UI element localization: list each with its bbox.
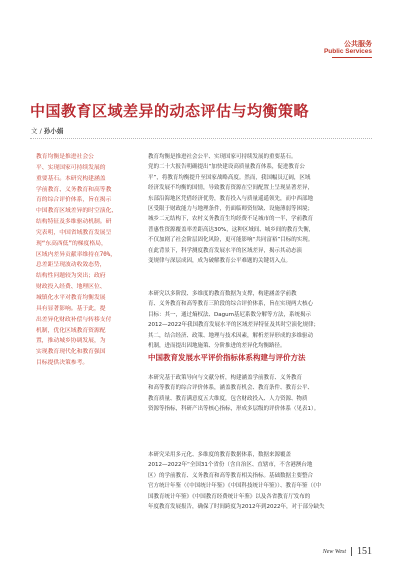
author-line (31, 126, 63, 135)
abstract-line: 出差异化财政补偿与转移支付 (36, 316, 112, 323)
abstract-line: 财政投入经费、地理区位、 (36, 284, 106, 291)
body-line: 在此背景下，科学测度教育发展水平的区域差异，揭示其动态演 (148, 247, 303, 254)
body-line: 区受限于财政能力与地理条件，仍面临师资短缺、设施薄弱等困境； (148, 206, 314, 213)
page-footer (323, 546, 372, 557)
author-prefix: 文 / (31, 127, 44, 135)
body-line: 东部沿海地区凭借经济优势，教育投入与质量遥遥领先，而中西部地 (148, 195, 314, 202)
body-line: 教育质量、教育满意度五大维度，包含财政投入、人力资源、物质 (148, 395, 308, 402)
section-title-en: Public Services (323, 48, 372, 56)
abstract-line: 具有显著影响。基于此，提 (36, 305, 106, 312)
body-line: 和高等教育的综合评价体系，涵盖教育机会、教育条件、教育公平、 (148, 385, 314, 392)
body-line: 国教育统计年鉴》《中国教育经费统计年鉴》以及各省教育厅发布的 (148, 493, 311, 500)
abstract-line: 结构特征及多维驱动机制。研 (36, 219, 112, 226)
body-line: 官方统计年鉴（《中国统计年鉴》《中国科技统计年鉴》）、教育年鉴（《中 (148, 483, 322, 490)
body-line: 本研究基于政策导向与文献分析，构建涵盖学前教育、义务教育 (148, 375, 303, 381)
body-line: 经济发展不均衡的国情，导致教育资源在空间配置上呈现显著差异， (148, 185, 314, 192)
body-line: 不仅加剧了社会阶层固化风险，更可能影响“共同富裕”目标的实现。 (148, 237, 314, 244)
body-line: 其二，结合经济、政策、地理与技术因素，解析差异形成的多维驱动 (148, 332, 314, 339)
footer-divider (351, 547, 352, 556)
abstract-line: 实现教育现代化和教育强国 (36, 349, 106, 356)
section-heading: 中国教育发展水平评价指标体系构建与评价方法 (148, 353, 306, 362)
abstract-line: 城镇化水平对教育均衡发展 (36, 294, 106, 301)
section-divider (332, 57, 372, 58)
abstract-line: 学前教育、义务教育和高等教 (36, 186, 112, 193)
abstract-line: 置，推动城乡协调发展，为 (36, 338, 106, 345)
body-line: 机制，进而提出因地施策、分阶推进的差异化均衡路径。 (148, 343, 286, 350)
abstract-line: 中国教育区域差异的时空演化、 (36, 208, 118, 215)
body-line: 教育均衡是推进社会公平、实现国家可持续发展的重要基石。 (148, 154, 297, 160)
body-line: 党的二十大报告明确提出“加快建设高质量教育体系，促进教育公 (148, 164, 305, 171)
body-line: 本研究以多阶段、多维度的教育数据为支撑，构建涵盖学前教 (148, 291, 297, 297)
abstract-line: 目标提供决策参考。 (36, 360, 89, 367)
abstract-line: 平、实现国家可持续发展的 (36, 164, 106, 171)
body-line: 2012—2022年“全国31个省份（含自治区、直辖市，不含港澳台地 (148, 462, 313, 469)
body-line: 普惠性资源覆盖率差距高达30%，这种区域间、城乡间的教育失衡， (148, 226, 315, 233)
body-paragraph-2 (148, 289, 374, 351)
body-line: 本研究采用多元化、多维度的教育数据体系，数据来源覆盖 (148, 452, 292, 458)
abstract (36, 152, 128, 369)
body-line: 平”，将教育均衡提升至国家战略高度。然而，我国幅员辽阔，区域 (148, 174, 311, 181)
article-title: 中国教育区域差异的动态评估与均衡策略 (30, 102, 310, 120)
section-label (324, 40, 372, 56)
magazine-name: New West (322, 548, 346, 555)
body-line: 2012—2022年我国教育发展水平的区域差异特征及其时空演化规律； (148, 322, 319, 329)
body-line: 城乡二元结构下，农村义务教育生均经费不足城市的一半，学前教育 (148, 216, 314, 223)
abstract-line: 教育均衡是推进社会公 (36, 154, 94, 160)
abstract-line: 重要基石。本研究构建涵盖 (36, 175, 106, 182)
abstract-line: 机制，优化区域教育资源配 (36, 327, 106, 334)
title-divider (30, 138, 372, 139)
body-line: 年度教育发展报告，确保了时间跨度为2012年到2022年，对于部分缺失 (148, 504, 325, 511)
abstract-line: 区域内差异贡献率维持在70%， (36, 251, 117, 258)
body-paragraph-1 (148, 152, 374, 266)
abstract-line: 结构性问题较为突出；政府 (36, 273, 106, 280)
page-number: 151 (357, 546, 372, 557)
abstract-line: 总差距呈现波动收敛态势， (36, 262, 106, 269)
author-name: 孙小娟 (43, 127, 64, 135)
abstract-line: 究表明，中国省域教育发展呈 (36, 229, 112, 236)
abstract-line: 育的综合评价体系，旨在揭示 (36, 197, 112, 204)
body-paragraph-4 (148, 450, 374, 512)
body-line: 区）的学前教育、义务教育和高等教育相关指标。基础数据主要整合 (148, 472, 314, 479)
abstract-line: 现“东高西低”的梯度格局， (36, 240, 107, 247)
body-line: 育、义务教育和高等教育三阶段的综合评价体系，旨在实现两大核心 (148, 301, 314, 308)
body-line: 资源等指标，科研产出等核心指标，形成多层级的评价体系（见表1）。 (148, 406, 320, 413)
body-line: 变规律与深层成因，成为破解教育公平难题的关键切入点。 (148, 258, 292, 265)
body-line: 目标：其一，通过熵权法、Dagum基尼系数分解等方法，系统揭示 (148, 311, 311, 318)
body-paragraph-3 (148, 373, 374, 415)
section-title-zh: 公共服务 (344, 40, 372, 48)
